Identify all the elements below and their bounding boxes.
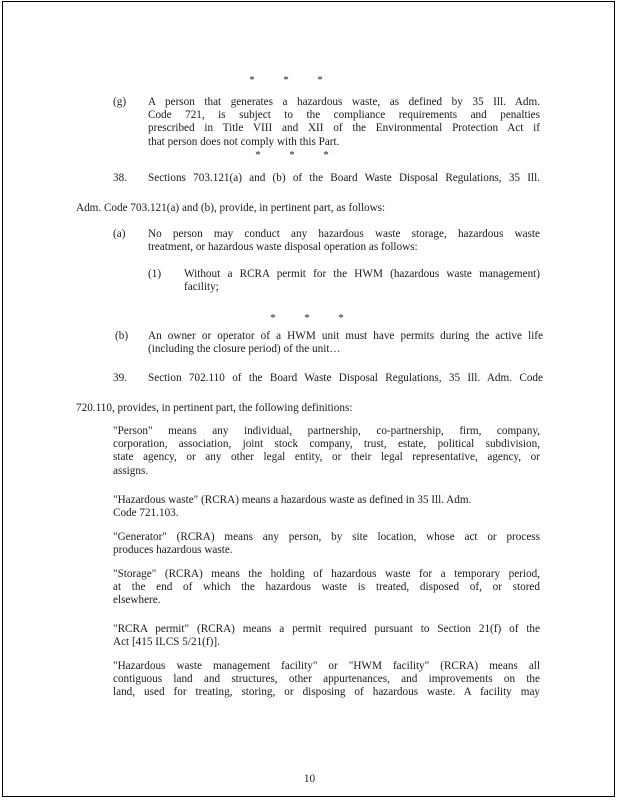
paragraph-39-line1 — [148, 372, 543, 385]
text-line: corporation, association, joint stock company, trust, estate, political subdivision, — [113, 438, 540, 451]
text-line: state agency, or any other legal entity, or their legal representative, agency, or — [113, 451, 540, 464]
item-g-label: (g) — [113, 96, 127, 108]
text-line: prescribed in Title VIII and XII of the Environmental Protection Act if — [148, 122, 540, 135]
text-line: "Hazardous waste management facility" or "HWM facility" (RCRA) means all — [113, 660, 540, 672]
text-line: treatment, or hazardous waste disposal operation as follows: — [148, 241, 418, 254]
definition-rcra-permit — [113, 623, 540, 649]
text-line: produces hazardous waste. — [113, 544, 233, 557]
ellipsis-stars-1 — [256, 312, 358, 324]
text-line: facility; — [184, 281, 219, 294]
item-a-label: (a) — [113, 228, 126, 240]
text-line: assigns. — [113, 464, 149, 477]
star-icon: * — [289, 149, 295, 161]
paragraph-38-number: 38. — [113, 172, 127, 184]
text-line: at the end of which the hazardous waste is treated, disposed of, or stored — [113, 581, 540, 594]
definition-hazardous-waste — [113, 494, 540, 520]
star-icon: * — [270, 312, 276, 324]
text-line: No person may conduct any hazardous waste storage, hazardous waste — [148, 228, 540, 240]
text-line: elsewhere. — [113, 594, 161, 607]
paragraph-38-line2: Adm. Code 703.121(a) and (b), provide, in pertinent part, as follows: — [76, 202, 386, 214]
text-line: "Hazardous waste" (RCRA) means a hazardous waste as defined in 35 Ill. Adm. — [113, 494, 472, 506]
star-icon: * — [304, 312, 310, 324]
star-icon: * — [283, 74, 289, 86]
definition-generator — [113, 531, 540, 557]
star-icon: * — [255, 149, 261, 161]
text-line: (including the closure period) of the unit… — [148, 343, 341, 356]
star-icon: * — [249, 74, 255, 86]
text-line: Without a RCRA permit for the HWM (hazardous waste management) — [184, 268, 540, 280]
text-line: Sections 703.121(a) and (b) of the Board Waste Disposal Regulations, 35 Ill. — [148, 172, 540, 184]
item-a-text — [148, 228, 540, 254]
text-line: Act [415 ILCS 5/21(f)]. — [113, 636, 220, 649]
item-g-text — [148, 96, 540, 149]
star-icon: * — [323, 149, 329, 161]
text-line: A person that generates a hazardous waste, as defined by 35 Ill. Adm. — [148, 96, 540, 108]
text-line: "Person" means any individual, partnership, co-partnership, firm, company, — [113, 425, 540, 437]
text-line: Section 702.110 of the Board Waste Disposal Regulations, 35 Ill. Adm. Code — [148, 372, 543, 384]
text-line: contiguous land and structures, other appurtenances, and improvements on the — [113, 673, 540, 686]
definition-hwm-facility — [113, 660, 540, 700]
text-line: "Storage" (RCRA) means the holding of hazardous waste for a temporary period, — [113, 568, 540, 580]
item-b-label: (b) — [115, 330, 129, 342]
definition-storage — [113, 568, 540, 608]
text-line: Code 721, is subject to the compliance requirements and penalties — [148, 109, 540, 122]
text-line: Code 721.103. — [113, 507, 179, 520]
ellipsis-stars-g — [241, 149, 343, 161]
text-line: land, used for treating, storing, or disposing of hazardous waste. A facility may — [113, 686, 540, 699]
text-line: "Generator" (RCRA) means any person, by site location, whose act or process — [113, 531, 540, 543]
item-1-text — [184, 268, 540, 294]
text-line: that person does not comply with this Part. — [148, 135, 340, 148]
star-icon: * — [317, 74, 323, 86]
paragraph-39-number: 39. — [113, 372, 127, 384]
text-line: "RCRA permit" (RCRA) means a permit required pursuant to Section 21(f) of the — [113, 623, 540, 635]
page-number: 10 — [303, 773, 316, 785]
text-line: An owner or operator of a HWM unit must have permits during the active life — [148, 330, 543, 342]
paragraph-39-line2: 720.110, provides, in pertinent part, the following definitions: — [76, 402, 353, 414]
star-icon: * — [338, 312, 344, 324]
ellipsis-stars-top — [235, 74, 337, 86]
definition-person — [113, 425, 540, 478]
paragraph-38-line1 — [148, 172, 540, 185]
item-b-text — [148, 330, 543, 356]
item-1-label: (1) — [148, 268, 162, 280]
